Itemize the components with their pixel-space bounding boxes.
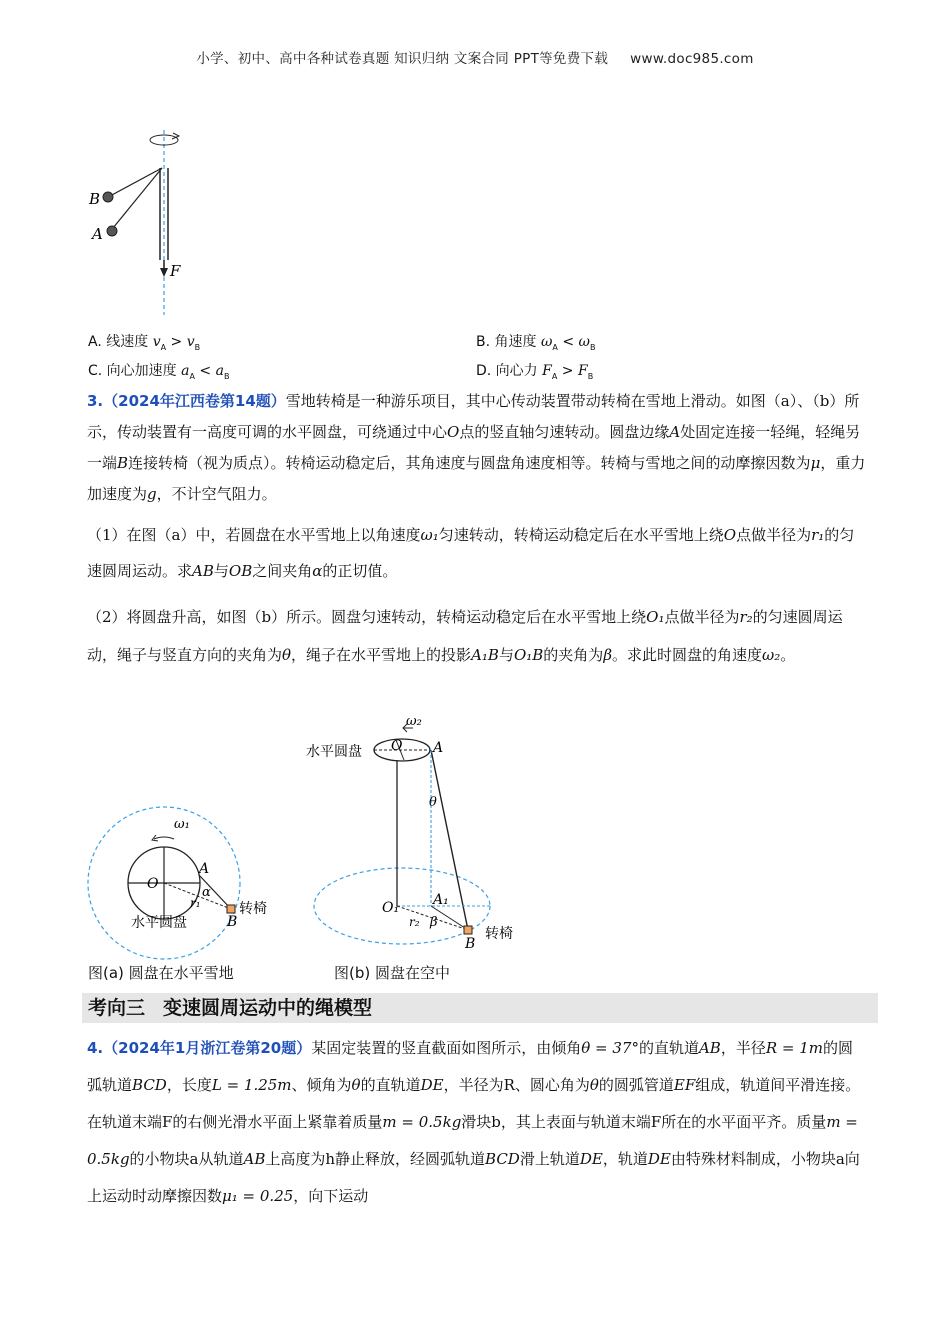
chair-marker — [227, 905, 235, 913]
svg-text:B: B — [227, 914, 238, 930]
label-b: B — [89, 190, 101, 208]
svg-text:水平圆盘: 水平圆盘 — [131, 915, 187, 931]
svg-text:转椅: 转椅 — [239, 901, 267, 917]
question-3-part-1: （1）在图（a）中，若圆盘在水平雪地上以角速度ω₁匀速转动，转椅运动稳定后在水平雪地上绕O点做半径为r₁的匀速圆周运动。求AB与OB之间夹角α的正切值。 — [87, 526, 855, 580]
svg-text:θ: θ — [429, 795, 437, 810]
svg-text:O₁: O₁ — [382, 900, 400, 916]
svg-text:O: O — [147, 876, 159, 892]
force-arrowhead — [160, 268, 168, 277]
chair-marker — [464, 926, 472, 934]
page-header — [0, 47, 950, 67]
question-4-stem: 4.（2024年1月浙江卷第20题）某固定装置的竖直截面如图所示，由倾角θ = 37°的直轨道AB，半径R = 1m的圆弧轨道BCD，长度L = 1.25m、倾角为θ的直轨道DE，半径为R、圆心角为θ的圆弧管道EF组成，轨道间平滑连接。在轨道末端F的右侧光滑水平面上紧靠着质量m = 0.5kg滑块b，其上表面与轨道末端F所在的水平面平齐。质量m = 0.5kg的小物块a从轨道AB上高度为h静止释放，经圆弧轨道BCD滑上轨道DE，轨道DE由特殊材料制成，小物块a向上运动时动摩擦因数μ₁ = 0.25，向下运动 — [87, 1039, 861, 1205]
svg-text:r₁: r₁ — [190, 896, 201, 910]
option-a[interactable]: A. 线速度 $v_A > v_B$ — [88, 334, 201, 352]
question-3-stem: 3.（2024年江西卷第14题）雪地转椅是一种游乐项目，其中心传动装置带动转椅在雪地上滑动。如图（a）、（b）所示，传动装置有一高度可调的水平圆盘，可绕通过中心O点的竖直轴匀速转动。圆盘边缘A处固定连接一轻绳，轻绳另一端B连接转椅（视为质点）。转椅运动稳定后，其角速度与圆盘角速度相等。转椅与雪地之间的动摩擦因数为μ，重力加速度为g，不计空气阻力。 — [87, 392, 866, 503]
string-b — [110, 168, 162, 196]
option-c[interactable]: C. 向心加速度 $a_A < a_B$ — [88, 363, 230, 381]
label-f: F — [170, 262, 181, 280]
question-3-part-2: （2）将圆盘升高，如图（b）所示。圆盘匀速转动，转椅运动稳定后在水平雪地上绕O₁点做半径为r₂的匀速圆周运动，绳子与竖直方向的夹角为θ，绳子在水平雪地上的投影A₁B与O₁B的夹角为β。求此时圆盘的角速度ω₂。 — [87, 608, 843, 664]
option-d[interactable]: D. 向心力 $F_A > F_B$ — [476, 363, 594, 381]
section-heading: 考向三 变速圆周运动中的绳模型 — [82, 993, 878, 1023]
figure-a — [82, 795, 272, 965]
svg-text:A₁: A₁ — [433, 892, 449, 908]
header-text: 小学、初中、高中各种试卷真题 知识归纳 文案合同 PPT等免费下载 — [196, 51, 609, 67]
svg-text:水平圆盘: 水平圆盘 — [306, 744, 362, 760]
svg-text:O: O — [391, 738, 403, 754]
caption-a: 图(a) 圆盘在水平雪地 — [88, 964, 234, 982]
option-b[interactable]: B. 角速度 $\omega_A < \omega_B$ — [476, 334, 596, 352]
svg-text:ω₁: ω₁ — [174, 817, 190, 832]
svg-text:α: α — [202, 885, 211, 900]
header-url[interactable]: www.doc985.com — [630, 51, 754, 67]
svg-text:ω₂: ω₂ — [406, 714, 422, 729]
svg-text:A: A — [433, 740, 444, 756]
ball-a — [107, 226, 117, 236]
string-a — [113, 168, 162, 228]
svg-text:转椅: 转椅 — [485, 926, 513, 942]
ball-b — [103, 192, 113, 202]
question-4-number: 4.（2024年1月浙江卷第20题） — [87, 1039, 312, 1057]
svg-text:r₂: r₂ — [409, 915, 420, 929]
svg-text:B: B — [465, 936, 476, 952]
figure-b — [300, 712, 530, 962]
label-a: A — [92, 225, 103, 243]
figure-rotating-balls — [80, 120, 220, 320]
svg-text:A: A — [199, 861, 210, 877]
svg-text:β: β — [430, 915, 438, 930]
question-3-number: 3.（2024年江西卷第14题） — [87, 392, 286, 410]
caption-b: 图(b) 圆盘在空中 — [334, 964, 450, 982]
